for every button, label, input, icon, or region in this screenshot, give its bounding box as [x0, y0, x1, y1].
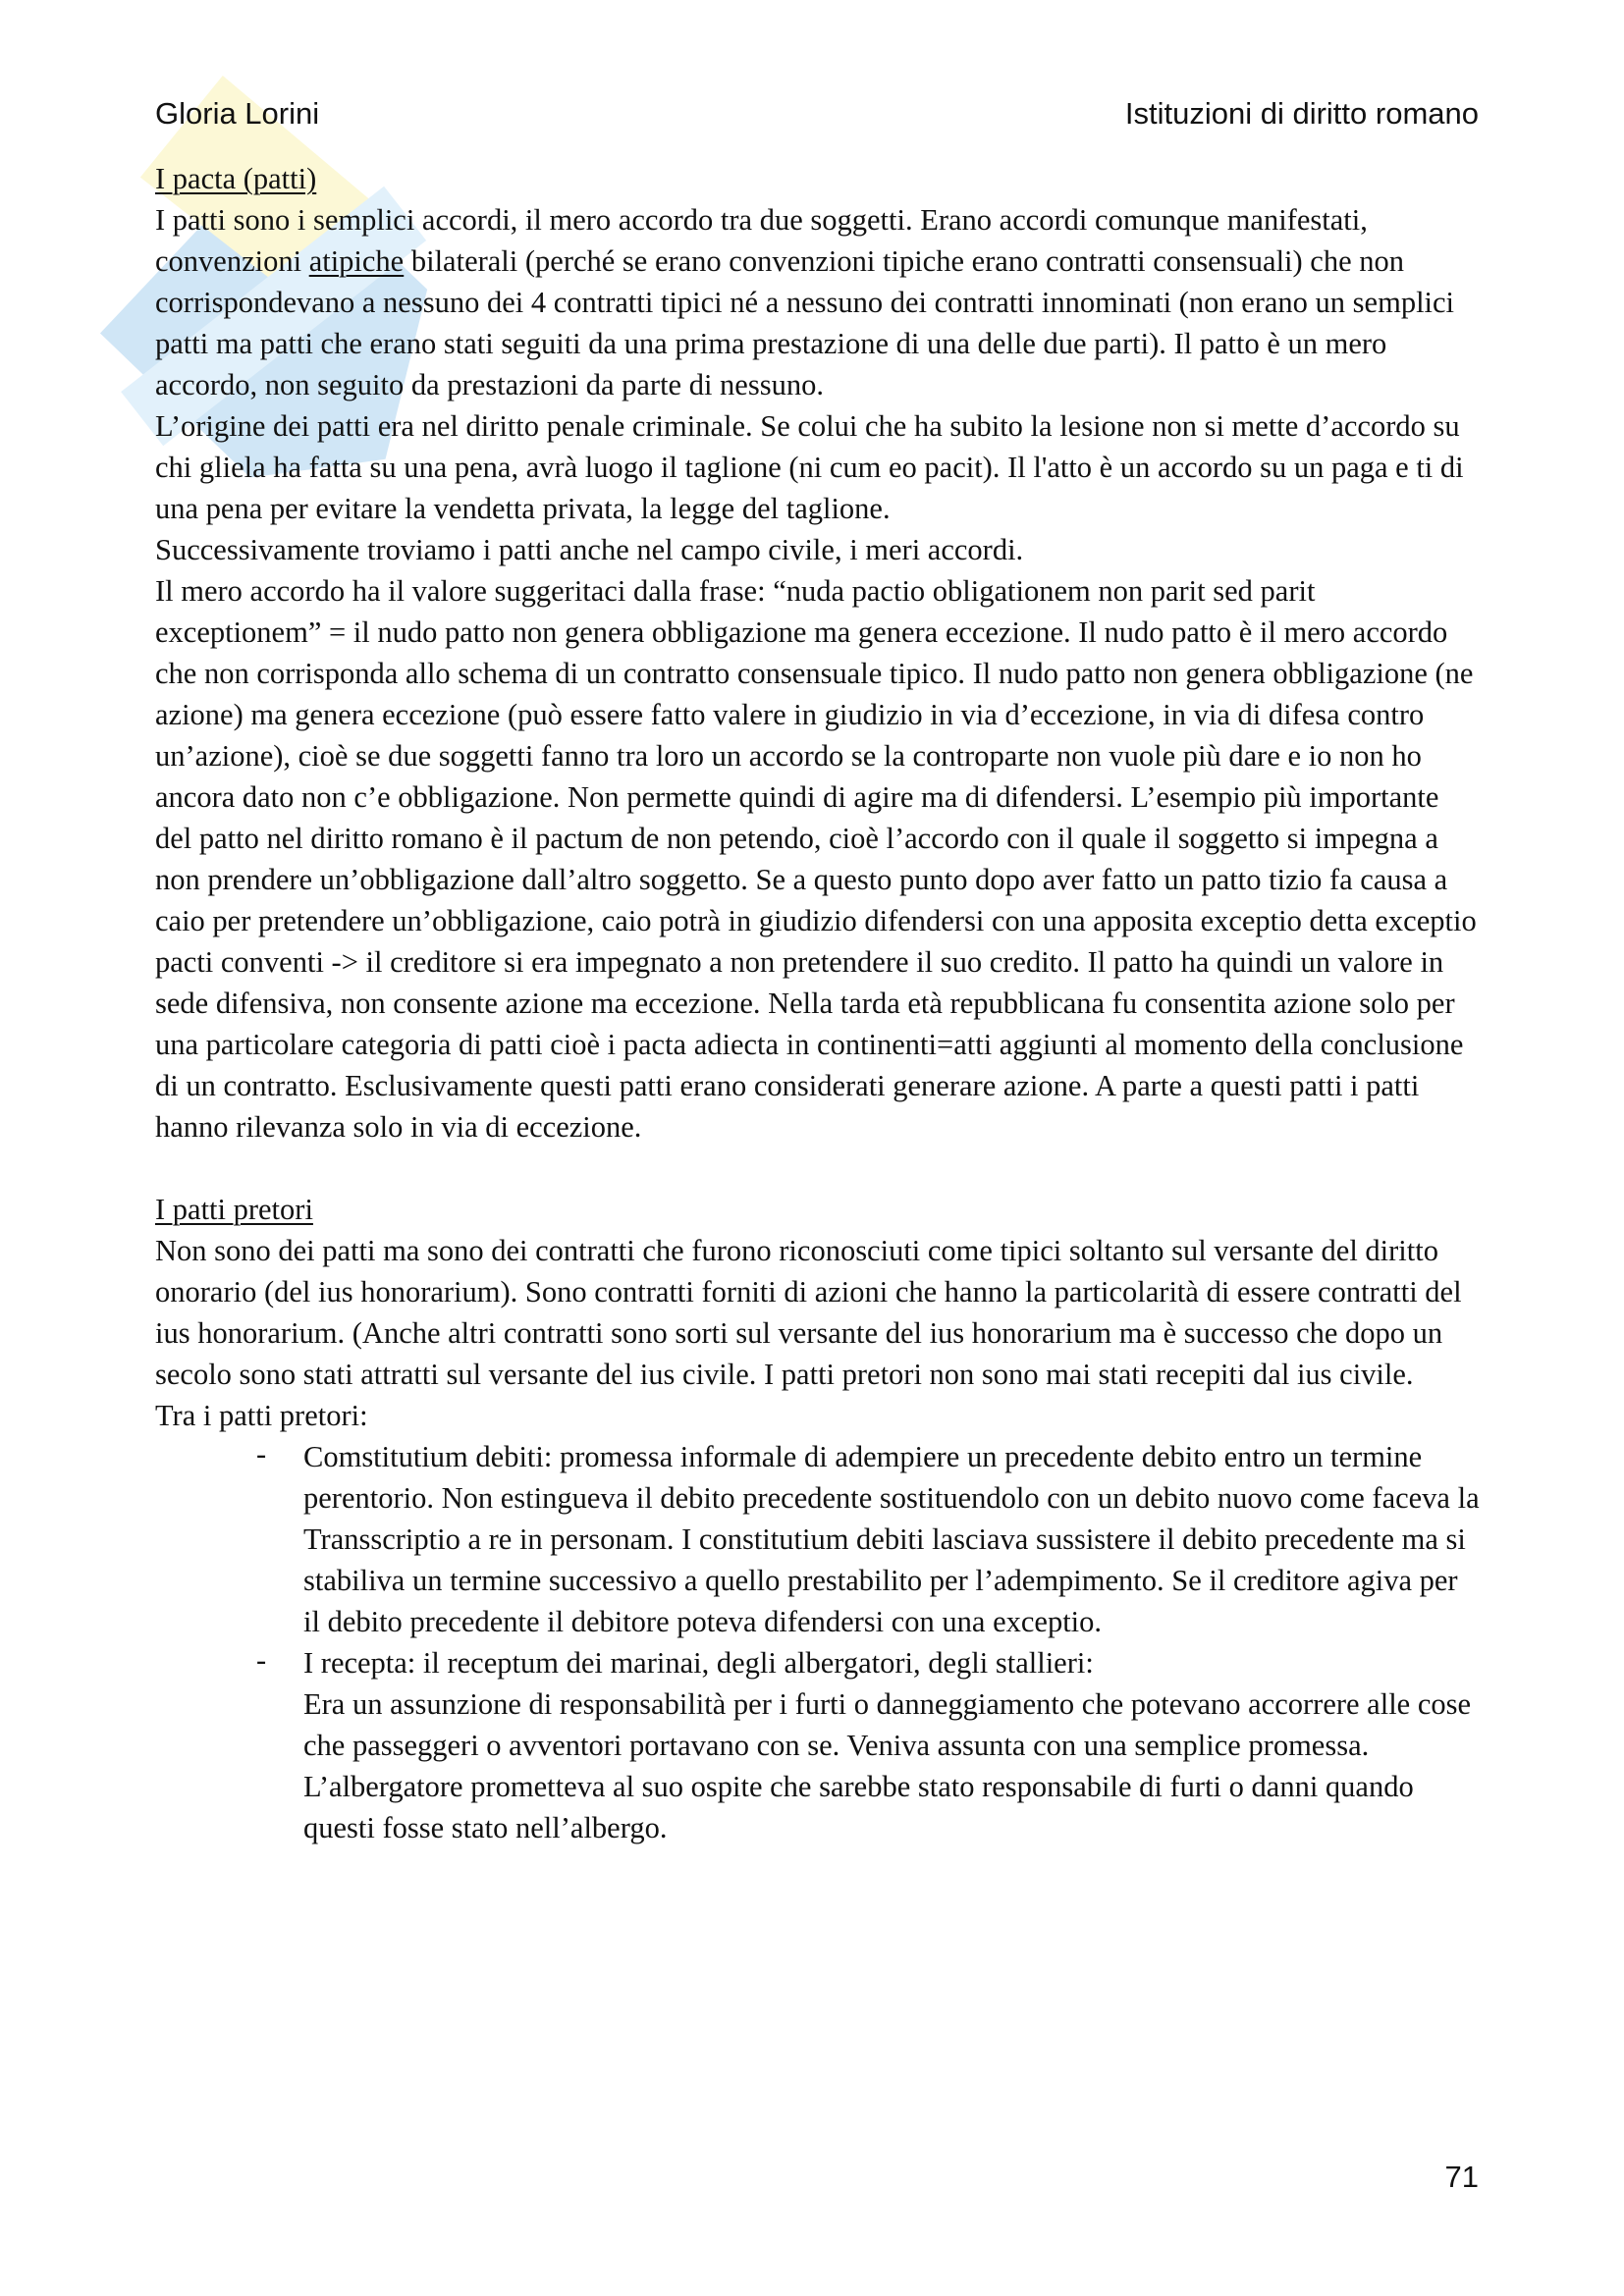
paragraph-origin: L’origine dei patti era nel diritto penale criminale. Se colui che ha subito la lesione non si mette d’accordo su chi gliela ha fatta su una pena, avrà luogo il taglione (ni cum eo pacit). Il l'atto è un accordo su un paga e ti di una pena per evitare la vendetta privata, la legge del taglione.	[155, 409, 1464, 525]
link-atipiche[interactable]: atipiche	[308, 244, 405, 278]
paragraph-patti-pretori: Non sono dei patti ma sono dei contratti che furono riconosciuti come tipici soltanto sul versante del diritto onorario (del ius honorarium). Sono contratti forniti di azioni che hanno la particolarità di essere contratti del ius honorarium. (Anche altri contratti sono sorti sul versante del ius honorarium ma è successo che dopo un secolo sono stati attratti sul versante del ius civile. I patti pretori non sono mai stati recepiti dal ius civile.	[155, 1234, 1462, 1391]
list-item-text: I recepta: il receptum dei marinai, degli albergatori, degli stallieri:	[303, 1646, 1094, 1680]
section-title-patti-pretori: I patti pretori	[155, 1193, 313, 1226]
header-author: Gloria Lorini	[155, 96, 320, 131]
paragraph-text: I patti sono i semplici accordi, il mero accordo tra due soggetti. Erano accordi comunque manifestati, convenzioni	[155, 203, 1368, 278]
page-number: 71	[1444, 2160, 1479, 2194]
list-item-text-continued: Era un assunzione di responsabilità per i furti o danneggiamento che potevano accorrere alle cose che passeggeri o avventori portavano con se. Veniva assunta con una semplice promessa. L’albergatore prometteva al suo ospite che sarebbe stato responsabile di furti o danni quando questi fosse stato nell’albergo.	[303, 1687, 1472, 1844]
section-spacer	[155, 1148, 1481, 1189]
document-body	[155, 158, 1481, 1848]
header-course-title: Istituzioni di diritto romano	[1124, 96, 1479, 131]
paragraph-civil: Successivamente troviamo i patti anche nel campo civile, i meri accordi.	[155, 533, 1024, 566]
paragraph-text: bilaterali (perché se erano convenzioni tipiche erano contratti consensuali) che non corrispondevano a nessuno dei 4 contratti tipici né a nessuno dei contratti innominati (non erano un semplici patti ma patti che erano stati seguiti da una prima prestazione di una delle due parti). Il patto è un mero accordo, non seguito da prestazioni da parte di nessuno.	[155, 244, 1455, 401]
section-title-pacta: I pacta (patti)	[155, 162, 317, 195]
list-item	[155, 1436, 1481, 1642]
list-bullet: -	[256, 1437, 267, 1470]
list-item	[155, 1642, 1481, 1848]
list-bullet: -	[256, 1643, 267, 1677]
list-item-text: Comstitutium debiti: promessa informale di adempiere un precedente debito entro un termine perentorio. Non estingueva il debito precedente sostituendolo con un debito nuovo come faceva la Transscriptio a re in personam. I constitutium debiti lasciava sussistere il debito precedente ma si stabiliva un termine successivo a quello prestabilito per l’adempimento. Se il creditore agiva per il debito precedente il debitore poteva difendersi con una exceptio.	[303, 1440, 1480, 1638]
paragraph-nuda-pactio: Il mero accordo ha il valore suggeritaci dalla frase: “nuda pactio obligationem non parit sed parit exceptionem” = il nudo patto non genera obbligazione ma genera eccezione. Il nudo patto è il mero accordo che non corrisponda allo schema di un contratto consensuale tipico. Il nudo patto non genera obbligazione (ne azione) ma genera eccezione (può essere fatto valere in giudizio in via d’eccezione, in via di difesa contro un’azione), cioè se due soggetti fanno tra loro un accordo se la controparte non vuole più dare e io non ho ancora dato non c’e obbligazione. Non permette quindi di agire ma di difendersi. L’esempio più importante del patto nel diritto romano è il pactum de non petendo, cioè l’accordo con il quale il soggetto si impegna a non prendere un’obbligazione dall’altro soggetto. Se a questo punto dopo aver fatto un patto tizio fa causa a caio per pretendere un’obbligazione, caio potrà in giudizio difendersi con una apposita exceptio detta exceptio pacti conventi -> il creditore si era impegnato a non pretendere il suo credito. Il patto ha quindi un valore in sede difensiva, non consente azione ma eccezione. Nella tarda età repubblicana fu consentita azione solo per una particolare categoria di patti cioè i pacta adiecta in continenti=atti aggiunti al momento della conclusione di un contratto. Esclusivamente questi patti erano considerati generare azione. A parte a questi patti i patti hanno rilevanza solo in via di eccezione.	[155, 574, 1477, 1144]
paragraph-pacta-intro	[155, 199, 1481, 405]
paragraph-list-intro: Tra i patti pretori:	[155, 1399, 368, 1432]
